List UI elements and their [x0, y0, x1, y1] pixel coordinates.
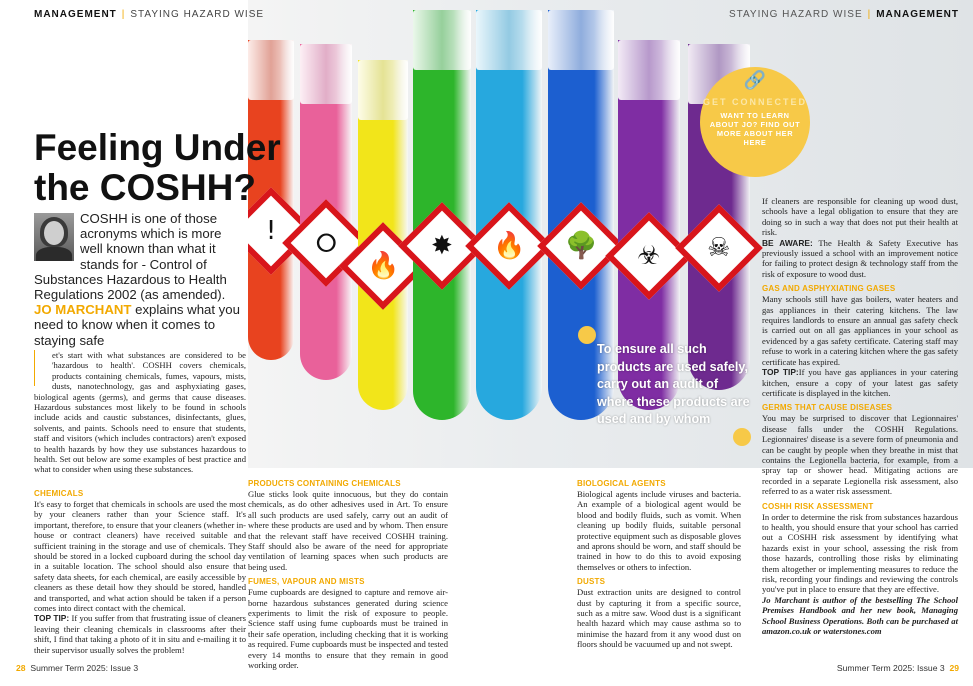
column-3	[577, 474, 741, 650]
pacman-quote-open	[578, 326, 596, 344]
section-text: If cleaners are responsible for cleaning up wood dust, schools have a legal obligation to ensure that they are doing so in such a way that does not put their health at risk.	[762, 196, 958, 238]
column-4	[762, 196, 958, 636]
section-heading: GERMS THAT CAUSE DISEASES	[762, 403, 893, 413]
hazard-health-hazard-icon: ☣	[605, 212, 693, 300]
section-text: It's easy to forget that chemicals in schools are used the most by your cleaners rather than your Science staff. It's important, therefore, to ensure that your cleaners (whether in-house or contract cleaners) have received suitable and sufficient training in the storage and use of chemicals. They should be stored in a locked cupboard during the school day in a suitable location. The school should also ensure that safety data sheets, for each chemical, are easily accessible by cleaners as these detail how they should be stored, handled and transported, and what action should be taken if a person comes into direct contact with the chemical.	[34, 499, 246, 614]
issue-label: Summer Term 2025: Issue 3	[836, 663, 945, 673]
section-text: In order to determine the risk from substances hazardous to health, you should ensure that your school has carried out a COSHH risk assessment by identifying what hazards exist in your school, assessing the risk from those hazards, controlling those risks by eliminating them altogether or implementing measures to reduce the risk, recording your findings and reviewing the controls you've put in place to ensure that they are effective.	[762, 511, 958, 595]
section-text: Dust extraction units are designed to control dust by capturing it from a specific source, such as a mitre saw. Wood dust is a significant health hazard which may cause asthma so to minimise the hazard from it any wood dust on floors should be vacuumed up and not swept.	[577, 587, 741, 650]
header-left: MANAGEMENT | STAYING HAZARD WISE	[34, 9, 265, 20]
intro-end: explains what you need to know when it comes to staying safe	[34, 302, 240, 348]
author-portrait	[34, 213, 74, 261]
section-heading: DUSTS	[577, 577, 606, 587]
hazard-explosion-icon: ✸	[398, 202, 486, 290]
tip-label: TOP TIP:	[34, 613, 70, 624]
section-heading: BIOLOGICAL AGENTS	[577, 479, 666, 488]
header-right: STAYING HAZARD WISE | MANAGEMENT	[728, 9, 959, 20]
section-text: You may be surprised to discover that Legionnaires' disease falls under the COSHH Regulations. Legionnaires' disease is a severe form of pneumonia and can be caught by people when they breathe in mist that contains the Legionella bacteria, for example, from a spray tap or shower head. Mitigating actions are recorded in a separate Legionella risk assessment, also referred to as a water risk assessment.	[762, 413, 958, 497]
get-connected-badge[interactable]	[700, 67, 810, 177]
section-heading: PRODUCTS CONTAINING CHEMICALS	[248, 479, 401, 488]
topic-label: STAYING HAZARD WISE	[728, 9, 863, 20]
badge-text: WANT TO LEARN ABOUT JO? FIND OUT MORE ABOUT HER HERE	[709, 111, 801, 147]
tip-text: If you suffer from that frustrating issue of cleaners leaving their cleaning chemicals in classrooms after their shift, I find that taking a photo of it in situ and e-mailing it to their supervisor usually solves the problem!	[34, 613, 247, 655]
intro-text: COSHH is one of those acronyms which is more well known than what it stands for - Control of Substances Hazardous to Health Regulations 2002 (as amended).	[34, 211, 227, 303]
section-text: Glue sticks look quite innocuous, but they do contain chemicals, as do other adhesives used in Art. To ensure all such products are used safely, carry out an audit of where these products are used and by whom. Then ensure that the relevant staff have received COSHH training. Staff should also be aware of the need for appropriate ventilation of learning spaces when such products are being used.	[248, 489, 448, 572]
topic-label: STAYING HAZARD WISE	[130, 9, 265, 20]
hazard-skull-icon: ☠	[675, 204, 763, 292]
section-label: MANAGEMENT	[876, 9, 959, 20]
aware-text: The Health & Safety Executive has previously issued a school with an improvement notice for failing to protect design & technology staff from the risk of exposure to wood dust.	[762, 237, 958, 279]
section-label: MANAGEMENT	[34, 9, 117, 20]
tip-text: If you have gas appliances in your catering kitchen, ensure a copy of your latest gas safety certificate is displayed in the kitchen.	[762, 367, 958, 398]
aware-label: BE AWARE:	[762, 237, 813, 248]
hazard-flame-icon: 🔥	[339, 222, 427, 310]
page-number: 29	[949, 663, 959, 673]
section-heading: COSHH RISK ASSESSMENT	[762, 501, 874, 511]
author-name: JO MARCHANT	[34, 302, 132, 318]
lead-paragraph: et's start with what substances are considered to be 'hazardous to health'. COSHH covers chemicals, products containing chemicals, fumes, vapours, mists, dusts, nanotechnology, gas and asphyxiating gases, biological agents (germs), and germs that cause diseases. Hazardous substances most likely to be found in schools include acids and caustic substances, disinfectants, glues, solvents, and paints. Schools need to ensure that students, staff and visitors (which includes contractors) aren't exposed to health hazards by how they use substances hazardous to health. Set out below are some examples of best practice and what to consider when using these substances.	[34, 350, 246, 475]
footer-left	[16, 663, 138, 673]
section-text: Biological agents include viruses and bacteria. An example of a biological agent would be blood and bodily fluids, such as vomit. When cleaning up bodily fluids, suitable personal protective equipment such as disposable gloves and aprons should be worn, and staff should be trained in how to do this to avoid exposing themselves or others to infection.	[577, 489, 741, 572]
pacman-quote-close	[733, 428, 751, 446]
column-1	[34, 484, 246, 655]
column-2	[248, 474, 448, 671]
pull-quote: To ensure all such products are used safely, carry out an audit of where these products are used and by whom	[597, 342, 750, 427]
author-byline: Jo Marchant is author of the bestselling The School Premises Handbook and her new book, Managing School Business Operations. Both can be purchased at amazon.co.uk or waterstones.com	[762, 594, 958, 637]
section-text: Many schools still have gas boilers, water heaters and gas appliances in their catering kitchens. The law requires landlords to ensure an annual gas safety check is carried out on all gas appliances in your school as evidenced by a gas safety certificate. Catering staff may refuse to work in a catering kitchen where the gas safety certificate has expired.	[762, 294, 958, 367]
hazard-flame-over-circle-icon: ⭘	[282, 199, 370, 287]
tip-label: TOP TIP:	[762, 367, 799, 378]
section-heading: CHEMICALS	[34, 489, 84, 498]
footer-right	[837, 663, 959, 673]
section-heading: GAS AND ASPHYXIATING GASES	[762, 284, 896, 294]
page-number: 28	[16, 663, 26, 673]
hazard-environment-icon: 🌳	[537, 202, 625, 290]
section-heading: FUMES, VAPOUR AND MISTS	[248, 577, 365, 587]
hazard-flame-icon: 🔥	[465, 202, 553, 290]
badge-title: GET CONNECTED	[702, 97, 807, 107]
article-title: Feeling Under the COSHH?	[34, 127, 281, 208]
hazard-!-icon: !	[248, 187, 315, 275]
section-text: Fume cupboards are designed to capture and remove air-borne hazardous substances generated during science experiments to limit the risk of exposure to people. Science staff using fume cupboards must be trained in their safe operation, including checking that it is working as required. Fume cupboards must be inspected and tested every 14 months to ensure that they remain in good working order.	[248, 587, 448, 671]
issue-label: Summer Term 2025: Issue 3	[30, 663, 139, 673]
link-icon: 🔗	[743, 70, 767, 91]
